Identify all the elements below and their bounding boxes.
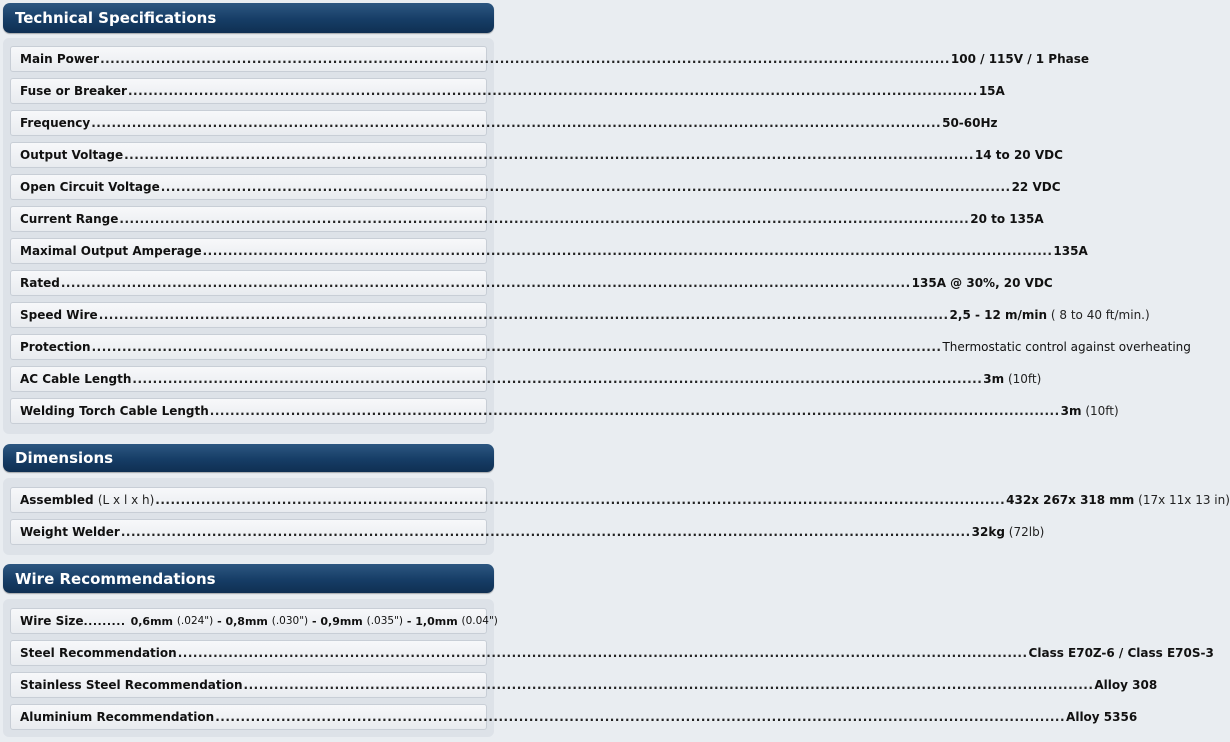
wire-row-steel [10,640,1214,666]
spec-row-rated [10,270,1053,296]
spec-label: Welding Torch Cable Length [20,404,209,418]
leader-dots [132,372,982,386]
wire-recommendations-panel [3,599,1214,737]
tech-specs-header [3,3,494,33]
spec-row-output-voltage [10,142,1063,168]
leader-dots: ......... [83,614,126,628]
spec-value: 14 to 20 VDC [974,148,1063,162]
spec-value: 50-60Hz [942,116,998,130]
dimensions-panel [3,478,1230,555]
spec-row-max-output-amperage [10,238,1088,264]
dim-label: Assembled [20,493,94,507]
wire-value: Class E70Z-6 / Class E70S-3 [1028,646,1214,660]
spec-value: 22 VDC [1011,180,1061,194]
spec-label: Current Range [20,212,119,226]
spec-row-torch-cable-length [10,398,1119,424]
wire-label: Stainless Steel Recommendation [20,678,243,692]
wire-size-value-2: 0,8mm [225,614,268,628]
wire-recommendations-header [3,564,494,593]
spec-value: 2,5 - 12 m/min [949,308,1048,322]
spec-value: 20 to 135A [970,212,1044,226]
dim-value: 32kg [971,525,1005,539]
leader-dots [203,244,1053,258]
dimensions-title: Dimensions [15,449,114,467]
spec-row-ac-cable-length [10,366,1042,392]
tech-specs-title: Technical Specifications [15,9,217,27]
spec-label: Main Power [20,52,100,66]
spec-label: Speed Wire [20,308,98,322]
leader-dots [121,525,971,539]
leader-dots [178,646,1028,660]
leader-dots [128,84,978,98]
spec-label: Fuse or Breaker [20,84,127,98]
spec-row-protection [10,334,1191,360]
dimensions-header [3,444,494,472]
dim-note: (17x 11x 13 in) [1138,493,1230,507]
wire-row-size [10,608,498,634]
spec-label: Open Circuit Voltage [20,180,160,194]
wire-size-note-4: (0.04") [461,615,498,627]
leader-dots [210,404,1060,418]
wire-row-stainless [10,672,1158,698]
leader-dots [244,678,1094,692]
spec-row-main-power [10,46,1090,72]
spec-note: ( 8 to 40 ft/min.) [1050,308,1150,322]
dim-label: Weight Welder [20,525,120,539]
spec-value: 3m [983,372,1005,386]
wire-size-note-3: (.035") [366,615,404,627]
spec-row-open-circuit-voltage [10,174,1061,200]
dim-label-note: (L x l x h) [97,493,155,507]
leader-dots [124,148,974,162]
wire-label: Wire Size [20,614,84,628]
dim-value: 432x 267x 318 mm [1006,493,1135,507]
leader-dots [119,212,969,226]
spec-label: Frequency [20,116,91,130]
wire-size-note-2: (.030") [271,615,309,627]
separator: - [406,614,412,628]
leader-dots [61,276,911,290]
dim-row-assembled [10,487,1230,513]
spec-row-speed-wire [10,302,1150,328]
leader-dots [99,308,949,322]
leader-dots [155,493,1005,507]
wire-label: Steel Recommendation [20,646,177,660]
wire-row-aluminium [10,704,1138,730]
wire-value: Alloy 308 [1094,678,1158,692]
dim-row-weight [10,519,1045,545]
leader-dots [91,116,941,130]
leader-dots [92,340,942,354]
leader-dots [215,710,1065,724]
spec-value: 3m [1060,404,1082,418]
spec-value: 15A [978,84,1005,98]
spec-row-frequency [10,110,998,136]
spec-value: 100 / 115V / 1 Phase [950,52,1090,66]
wire-label: Aluminium Recommendation [20,710,215,724]
wire-size-value-1: 0,6mm [130,614,173,628]
spec-value: 135A [1053,244,1088,258]
spec-label: Maximal Output Amperage [20,244,202,258]
wire-size-value-4: 1,0mm [415,614,458,628]
dim-note: (72lb) [1008,525,1045,539]
spec-label: Protection [20,340,91,354]
separator: - [311,614,317,628]
spec-value: 135A @ 30%, 20 VDC [911,276,1053,290]
spec-value: Thermostatic control against overheating [942,340,1191,354]
spec-row-fuse [10,78,1005,104]
spec-row-current-range [10,206,1044,232]
spec-note: (10ft) [1085,404,1119,418]
wire-recommendations-title: Wire Recommendations [15,569,216,588]
wire-size-value-3: 0,9mm [320,614,363,628]
wire-value: Alloy 5356 [1066,710,1138,724]
spec-label: Output Voltage [20,148,124,162]
wire-size-note-1: (.024") [176,615,214,627]
spec-label: AC Cable Length [20,372,132,386]
separator: - [217,614,222,628]
tech-specs-panel [3,38,1191,434]
leader-dots [100,52,950,66]
leader-dots [161,180,1011,194]
spec-note: (10ft) [1007,372,1042,386]
spec-label: Rated [20,276,60,290]
